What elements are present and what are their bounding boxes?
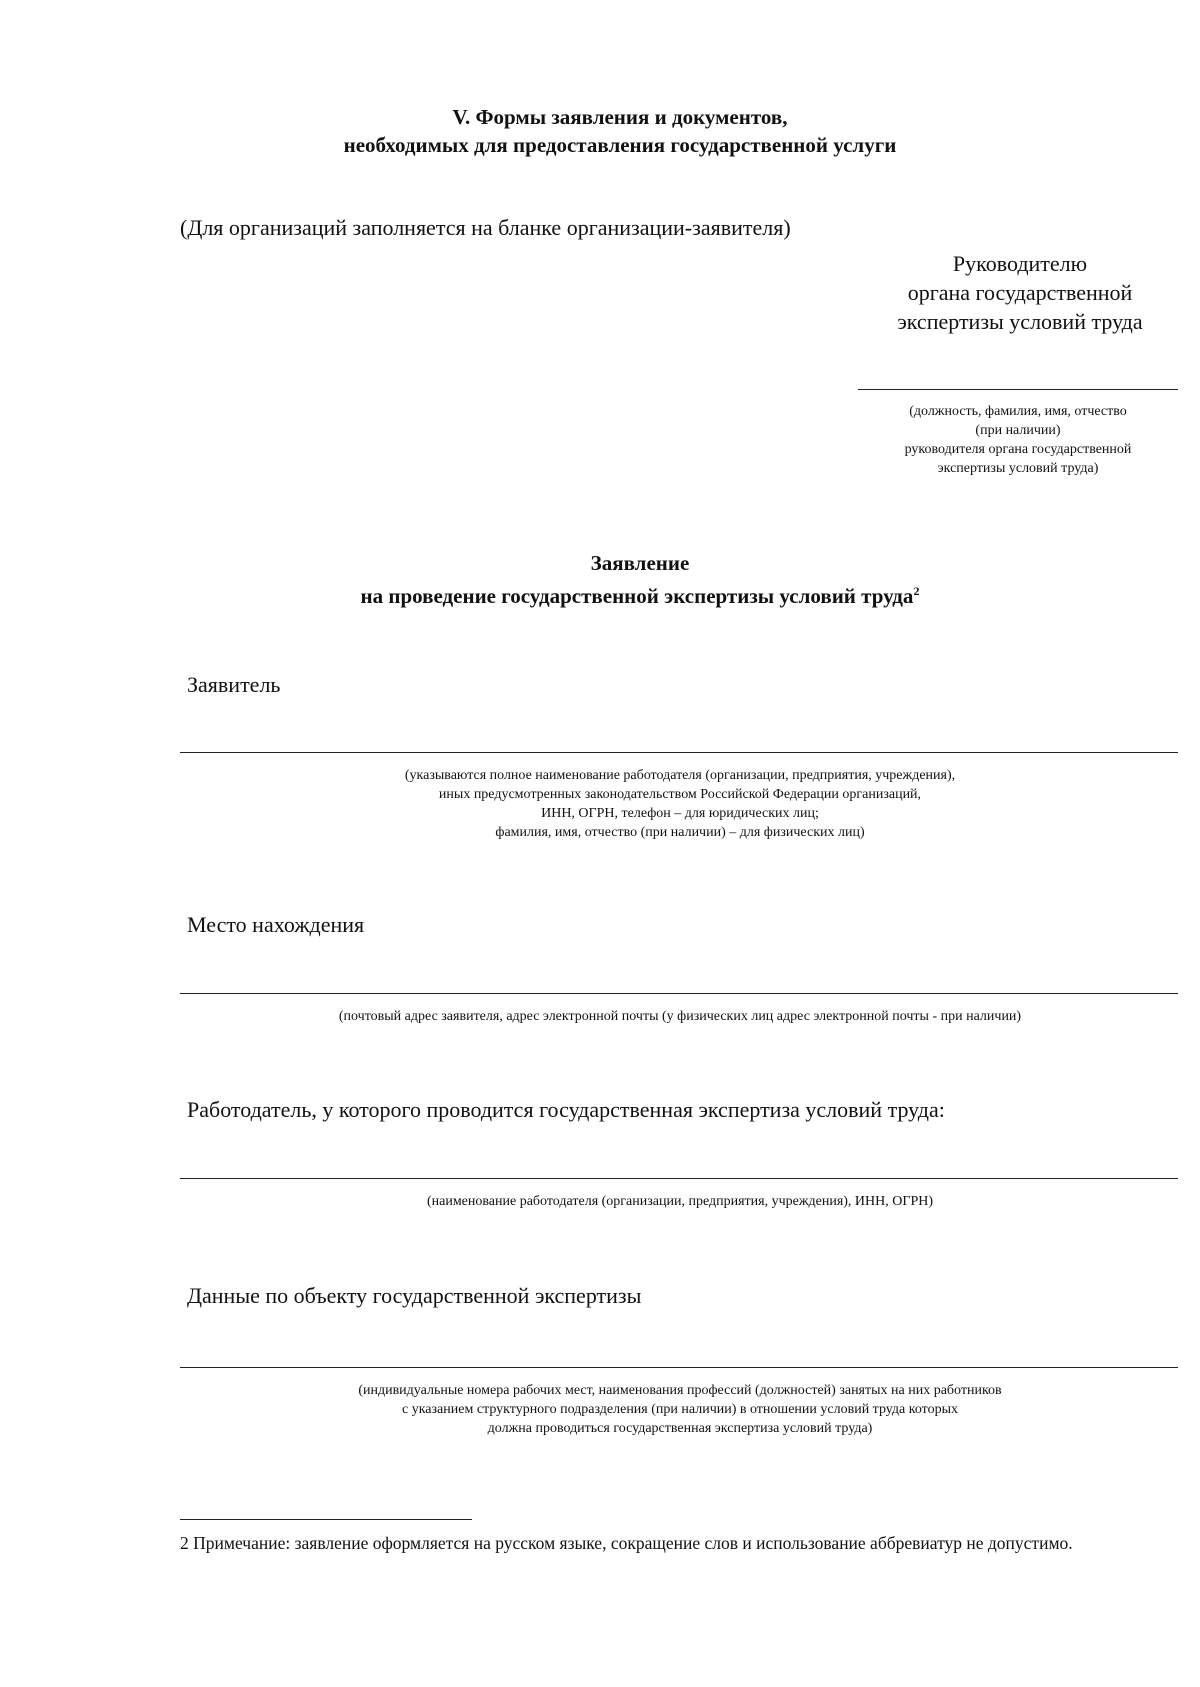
addressee-caption [868,402,1168,478]
addressee-caption-line1: (должность, фамилия, имя, отчество [909,404,1127,419]
object-data-caption-line3: должна проводиться государственная экспертиза условий труда) [487,1421,873,1436]
section-title [180,103,1060,159]
applicant-caption-line3: ИНН, ОГРН, телефон – для юридических лиц; [541,806,819,821]
addressee-line2: органа государственной [907,280,1133,305]
object-data-label: Данные по объекту государственной экспертизы [187,1283,642,1308]
statement-title-line1: Заявление [590,551,690,575]
applicant-caption-line2: иных предусмотренных законодательством Российской Федерации организаций, [438,787,922,802]
object-data-caption [220,1381,1140,1438]
addressee-block [870,249,1170,336]
section-title-line1: V. Формы заявления и документов, [452,105,788,129]
addressee-line1: Руководителю [952,251,1088,276]
location-line [180,993,1178,994]
addressee-signature-line [858,389,1178,390]
employer-line [180,1178,1178,1179]
statement-title-line2 [240,577,1040,610]
employer-caption: (наименование работодателя (организации, предприятия, учреждения), ИНН, ОГРН) [426,1194,934,1209]
applicant-label: Заявитель [187,672,281,697]
applicant-caption-line4: фамилия, имя, отчество (при наличии) – для физических лиц) [495,825,865,840]
statement-footnote-ref: 2 [913,584,920,598]
employer-label: Работодатель, у которого проводится государственная экспертиза условий труда: [187,1097,945,1122]
location-caption: (почтовый адрес заявителя, адрес электронной почты (у физических лиц адрес электронной почты - при наличии) [338,1009,1022,1024]
applicant-caption [240,766,1120,842]
footnote-separator [180,1519,472,1520]
object-data-line [180,1367,1178,1368]
object-data-caption-line1: (индивидуальные номера рабочих мест, наименования профессий (должностей) занятых на них работников [358,1383,1002,1398]
section-title-line2: необходимых для предоставления государственной услуги [343,133,897,157]
footnote-text: 2 Примечание: заявление оформляется на русском языке, сокращение слов и использование аббревиатур не допустимо. [180,1533,1073,1553]
object-data-caption-line2: с указанием структурного подразделения (при наличии) в отношении условий труда которых [402,1402,958,1417]
applicant-caption-line1: (указываются полное наименование работодателя (организации, предприятия, учреждения), [404,768,956,783]
applicant-line [180,752,1178,753]
statement-title-line2-text: на проведение государственной экспертизы условий труда [360,584,914,608]
addressee-caption-line2: (при наличии) [975,423,1061,438]
location-label: Место нахождения [187,912,365,937]
addressee-caption-line3: руководителя органа государственной [904,442,1132,457]
statement-title [240,549,1040,610]
addressee-caption-line4: экспертизы условий труда) [937,461,1099,476]
addressee-line3: экспертизы условий труда [897,309,1143,334]
org-note: (Для организаций заполняется на бланке организации-заявителя) [180,215,791,240]
